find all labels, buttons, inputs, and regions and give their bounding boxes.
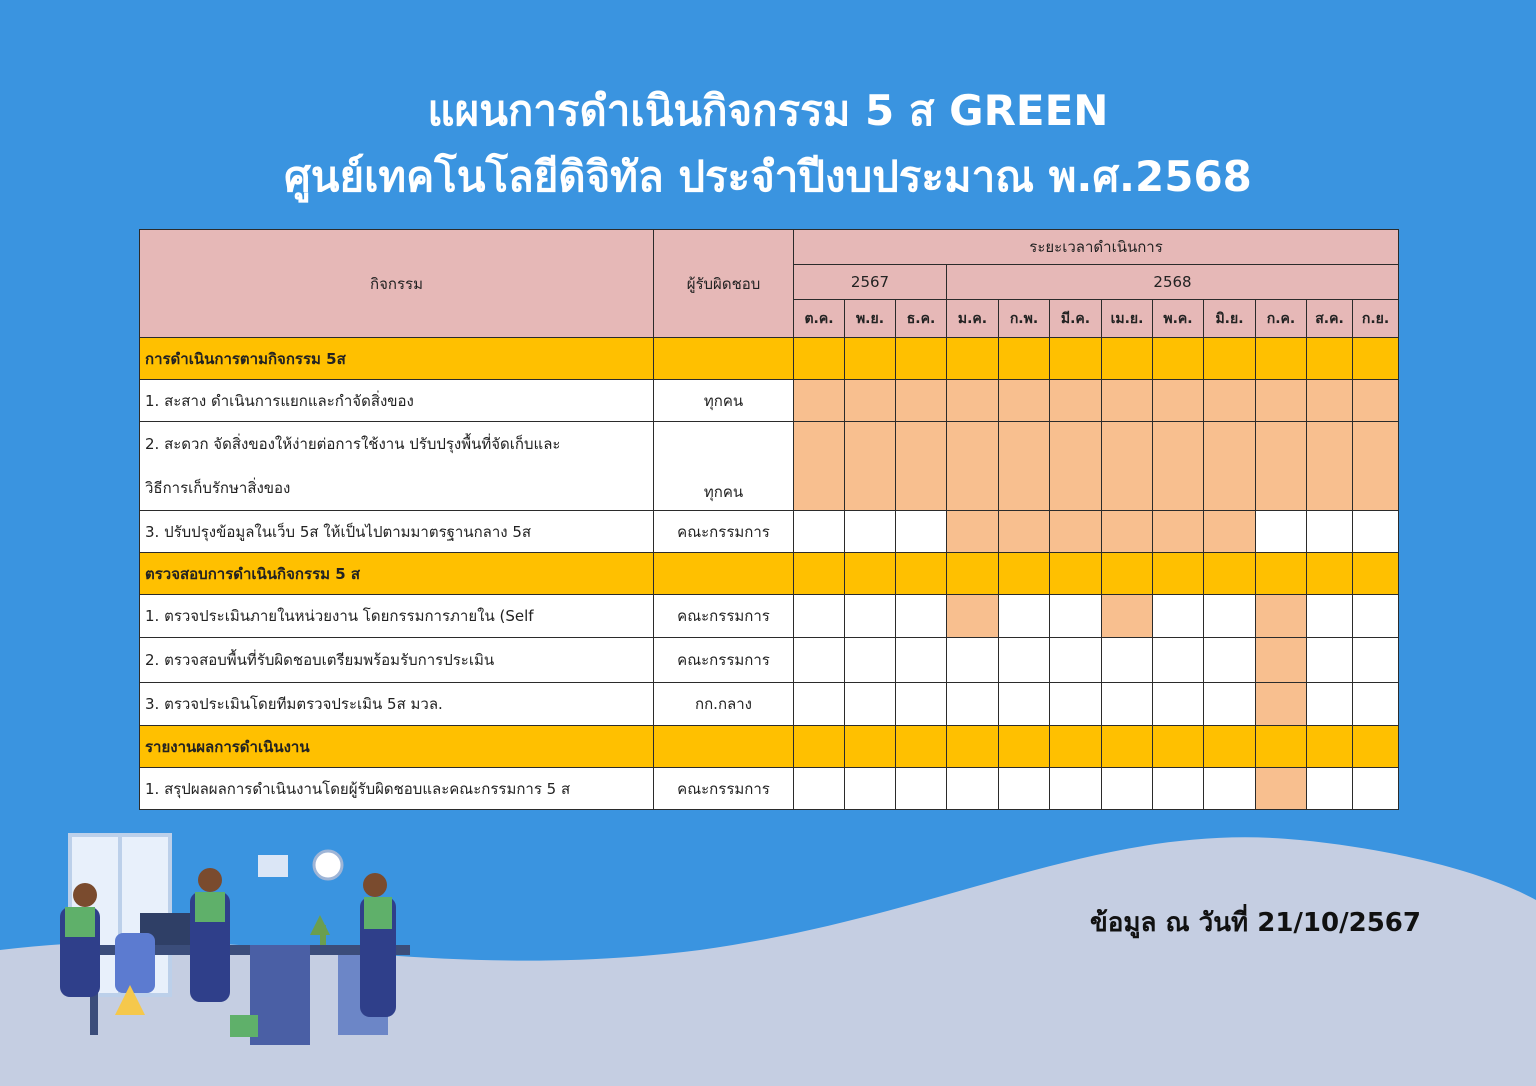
responsible-cell: คณะกรรมการ	[654, 595, 794, 638]
month-header: ธ.ค.	[896, 300, 947, 338]
schedule-cell	[794, 683, 845, 726]
schedule-cell	[1153, 638, 1204, 683]
schedule-cell	[1153, 683, 1204, 726]
activity-plan-table	[139, 229, 1399, 810]
month-header: เม.ย.	[1102, 300, 1153, 338]
schedule-cell-active	[1256, 638, 1307, 683]
activity-cell: 1. สรุปผลผลการดำเนินงานโดยผู้รับผิดชอบและคณะกรรมการ 5 ส	[140, 768, 654, 810]
table-row	[140, 380, 1399, 422]
section-label: การดำเนินการตามกิจกรรม 5ส	[140, 338, 654, 380]
section-fill-cell	[947, 338, 999, 380]
schedule-cell-active	[999, 422, 1050, 511]
section-fill-cell	[947, 553, 999, 595]
schedule-cell	[845, 638, 896, 683]
section-fill-cell	[1307, 338, 1353, 380]
schedule-cell-active	[947, 380, 999, 422]
section-fill-cell	[1102, 338, 1153, 380]
header-period: ระยะเวลาดำเนินการ	[794, 230, 1399, 265]
header-responsible: ผู้รับผิดชอบ	[654, 230, 794, 338]
schedule-cell-active	[1102, 595, 1153, 638]
schedule-cell	[1204, 768, 1256, 810]
schedule-cell-active	[1204, 422, 1256, 511]
schedule-cell-active	[947, 595, 999, 638]
schedule-cell-active	[1204, 380, 1256, 422]
responsible-cell: คณะกรรมการ	[654, 638, 794, 683]
section-fill-cell	[1153, 338, 1204, 380]
schedule-cell	[947, 638, 999, 683]
schedule-cell-active	[999, 380, 1050, 422]
section-fill-cell	[1050, 553, 1102, 595]
schedule-cell-active	[947, 511, 999, 553]
section-label: ตรวจสอบการดำเนินกิจกรรม 5 ส	[140, 553, 654, 595]
responsible-cell: คณะกรรมการ	[654, 768, 794, 810]
month-header: ก.พ.	[999, 300, 1050, 338]
header-activity: กิจกรรม	[140, 230, 654, 338]
page-subtitle: ศูนย์เทคโนโลยีดิจิทัล ประจำปีงบประมาณ พ.ศ.2568	[284, 152, 1252, 201]
section-fill-cell	[999, 338, 1050, 380]
header-year-2568: 2568	[947, 265, 1399, 300]
activity-cell: 3. ปรับปรุงข้อมูลในเว็บ 5ส ให้เป็นไปตามมาตรฐานกลาง 5ส	[140, 511, 654, 553]
section-fill-cell	[845, 553, 896, 595]
schedule-cell	[845, 768, 896, 810]
schedule-cell	[1050, 683, 1102, 726]
section-label: รายงานผลการดำเนินงาน	[140, 726, 654, 768]
table-row	[140, 511, 1399, 553]
section-fill-cell	[654, 338, 794, 380]
schedule-cell-active	[1153, 511, 1204, 553]
schedule-cell	[794, 595, 845, 638]
section-row	[140, 553, 1399, 595]
schedule-cell	[1353, 683, 1399, 726]
responsible-cell: กก.กลาง	[654, 683, 794, 726]
schedule-cell-active	[1307, 422, 1353, 511]
table-row	[140, 683, 1399, 726]
schedule-cell	[1256, 511, 1307, 553]
schedule-cell-active	[1353, 380, 1399, 422]
section-fill-cell	[947, 726, 999, 768]
schedule-cell	[1353, 768, 1399, 810]
section-fill-cell	[1307, 726, 1353, 768]
section-fill-cell	[1050, 726, 1102, 768]
schedule-cell	[1102, 638, 1153, 683]
section-fill-cell	[896, 338, 947, 380]
schedule-cell	[794, 768, 845, 810]
section-fill-cell	[1256, 726, 1307, 768]
schedule-cell	[999, 683, 1050, 726]
month-header: มิ.ย.	[1204, 300, 1256, 338]
schedule-cell	[845, 511, 896, 553]
schedule-cell-active	[1256, 380, 1307, 422]
section-fill-cell	[654, 553, 794, 595]
activity-cell: 2. ตรวจสอบพื้นที่รับผิดชอบเตรียมพร้อมรับการประเมิน	[140, 638, 654, 683]
schedule-cell	[845, 683, 896, 726]
schedule-cell	[896, 638, 947, 683]
schedule-cell-active	[1102, 511, 1153, 553]
month-header: ม.ค.	[947, 300, 999, 338]
schedule-cell-active	[1050, 422, 1102, 511]
section-fill-cell	[999, 553, 1050, 595]
schedule-cell	[845, 595, 896, 638]
schedule-cell-active	[947, 422, 999, 511]
schedule-cell	[1050, 595, 1102, 638]
section-fill-cell	[896, 553, 947, 595]
section-fill-cell	[1256, 338, 1307, 380]
month-header: ส.ค.	[1307, 300, 1353, 338]
schedule-cell	[1307, 638, 1353, 683]
month-header: มี.ค.	[1050, 300, 1102, 338]
section-fill-cell	[794, 553, 845, 595]
section-fill-cell	[1102, 726, 1153, 768]
section-fill-cell	[1050, 338, 1102, 380]
section-fill-cell	[654, 726, 794, 768]
section-fill-cell	[1256, 553, 1307, 595]
section-row	[140, 726, 1399, 768]
schedule-cell-active	[845, 422, 896, 511]
section-fill-cell	[794, 338, 845, 380]
activity-text-line: วิธีการเก็บรักษาสิ่งของ	[145, 479, 291, 497]
section-fill-cell	[999, 726, 1050, 768]
schedule-cell	[794, 638, 845, 683]
schedule-cell-active	[1353, 422, 1399, 511]
schedule-cell	[1307, 595, 1353, 638]
schedule-cell	[1353, 595, 1399, 638]
table-row	[140, 422, 1399, 511]
section-fill-cell	[1204, 726, 1256, 768]
table-row	[140, 595, 1399, 638]
schedule-cell	[1353, 638, 1399, 683]
section-fill-cell	[1307, 553, 1353, 595]
section-row	[140, 338, 1399, 380]
schedule-cell	[896, 511, 947, 553]
schedule-cell-active	[1256, 768, 1307, 810]
schedule-cell	[794, 511, 845, 553]
section-fill-cell	[1102, 553, 1153, 595]
schedule-cell	[1307, 768, 1353, 810]
schedule-cell-active	[1307, 380, 1353, 422]
schedule-cell-active	[794, 422, 845, 511]
schedule-cell	[1050, 768, 1102, 810]
month-header: พ.ย.	[845, 300, 896, 338]
section-fill-cell	[1204, 338, 1256, 380]
schedule-cell	[896, 683, 947, 726]
schedule-cell-active	[794, 380, 845, 422]
schedule-cell-active	[1153, 422, 1204, 511]
schedule-cell	[1050, 638, 1102, 683]
schedule-cell	[896, 768, 947, 810]
month-header: ก.ย.	[1353, 300, 1399, 338]
schedule-cell-active	[896, 422, 947, 511]
responsible-cell: คณะกรรมการ	[654, 511, 794, 553]
cleaning-team-illustration	[20, 825, 450, 1075]
section-fill-cell	[1153, 726, 1204, 768]
table-row	[140, 638, 1399, 683]
responsible-cell: ทุกคน	[654, 422, 794, 511]
schedule-cell-active	[1050, 380, 1102, 422]
section-fill-cell	[1353, 553, 1399, 595]
schedule-cell-active	[1153, 380, 1204, 422]
section-fill-cell	[845, 338, 896, 380]
schedule-cell	[1102, 768, 1153, 810]
section-fill-cell	[896, 726, 947, 768]
activity-cell: 3. ตรวจประเมินโดยทีมตรวจประเมิน 5ส มวล.	[140, 683, 654, 726]
header-year-2567: 2567	[794, 265, 947, 300]
schedule-cell	[1153, 768, 1204, 810]
schedule-cell-active	[999, 511, 1050, 553]
section-fill-cell	[1153, 553, 1204, 595]
schedule-cell	[1204, 683, 1256, 726]
data-as-of-date: ข้อมูล ณ วันที่ 21/10/2567	[1090, 908, 1421, 938]
schedule-cell-active	[845, 380, 896, 422]
schedule-cell	[999, 638, 1050, 683]
schedule-cell	[1102, 683, 1153, 726]
schedule-cell	[999, 768, 1050, 810]
activity-text-line: 2. สะดวก จัดสิ่งของให้ง่ายต่อการใช้งาน ปรับปรุงพื้นที่จัดเก็บและ	[145, 435, 561, 453]
schedule-cell	[896, 595, 947, 638]
section-fill-cell	[845, 726, 896, 768]
section-fill-cell	[1353, 338, 1399, 380]
page-title: แผนการดำเนินกิจกรรม 5 ส GREEN	[427, 86, 1109, 135]
activity-cell: 1. สะสาง ดำเนินการแยกและกำจัดสิ่งของ	[140, 380, 654, 422]
schedule-cell	[947, 683, 999, 726]
schedule-cell	[1204, 595, 1256, 638]
schedule-cell	[1307, 511, 1353, 553]
responsible-cell: ทุกคน	[654, 380, 794, 422]
schedule-cell	[1353, 511, 1399, 553]
schedule-cell	[999, 595, 1050, 638]
schedule-cell-active	[1050, 511, 1102, 553]
schedule-cell-active	[896, 380, 947, 422]
schedule-cell-active	[1204, 511, 1256, 553]
schedule-cell	[1153, 595, 1204, 638]
schedule-cell-active	[1102, 380, 1153, 422]
schedule-cell	[1307, 683, 1353, 726]
month-header: พ.ค.	[1153, 300, 1204, 338]
table-row	[140, 768, 1399, 810]
section-fill-cell	[1353, 726, 1399, 768]
activity-cell	[140, 422, 654, 511]
schedule-cell	[947, 768, 999, 810]
month-header: ก.ค.	[1256, 300, 1307, 338]
schedule-cell-active	[1256, 422, 1307, 511]
activity-cell: 1. ตรวจประเมินภายในหน่วยงาน โดยกรรมการภายใน (Self	[140, 595, 654, 638]
schedule-cell-active	[1256, 683, 1307, 726]
month-header: ต.ค.	[794, 300, 845, 338]
section-fill-cell	[1204, 553, 1256, 595]
schedule-cell-active	[1102, 422, 1153, 511]
section-fill-cell	[794, 726, 845, 768]
schedule-cell	[1204, 638, 1256, 683]
schedule-cell-active	[1256, 595, 1307, 638]
